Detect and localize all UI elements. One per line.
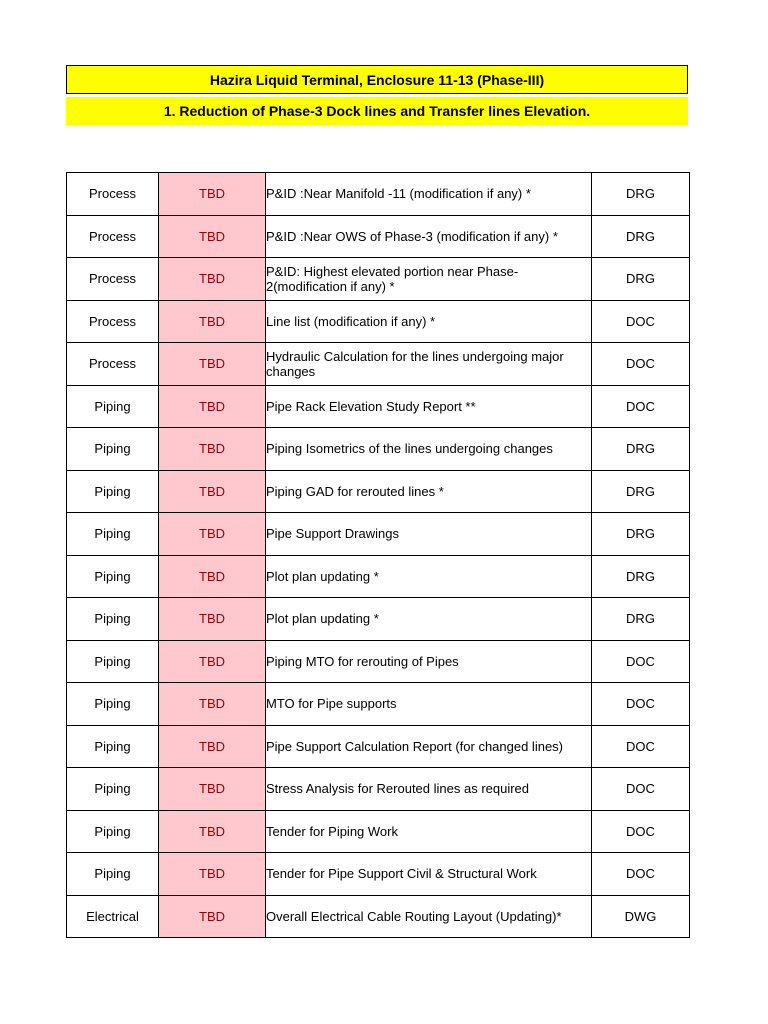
discipline-cell: Process — [67, 258, 159, 301]
document-type-cell: DRG — [592, 258, 690, 301]
table-row — [67, 173, 690, 216]
discipline-cell: Piping — [67, 810, 159, 853]
status-cell: TBD — [159, 640, 266, 683]
deliverables-table — [66, 172, 690, 938]
table-row — [67, 513, 690, 556]
table-row — [67, 215, 690, 258]
document-type-cell: DOC — [592, 725, 690, 768]
discipline-cell: Piping — [67, 428, 159, 471]
document-type-cell: DRG — [592, 470, 690, 513]
status-cell: TBD — [159, 343, 266, 386]
status-cell: TBD — [159, 895, 266, 938]
description-cell: Hydraulic Calculation for the lines undergoing major changes — [266, 343, 592, 386]
status-cell: TBD — [159, 173, 266, 216]
description-cell: Plot plan updating * — [266, 598, 592, 641]
discipline-cell: Piping — [67, 470, 159, 513]
section-heading-text: 1. Reduction of Phase-3 Dock lines and Transfer lines Elevation. — [163, 103, 591, 119]
status-cell: TBD — [159, 428, 266, 471]
table-row — [67, 810, 690, 853]
table-row — [67, 853, 690, 896]
table-row — [67, 258, 690, 301]
table-row — [67, 725, 690, 768]
discipline-cell: Piping — [67, 768, 159, 811]
document-type-cell: DOC — [592, 683, 690, 726]
table-row — [67, 343, 690, 386]
document-type-cell: DRG — [592, 513, 690, 556]
document-type-cell: DOC — [592, 810, 690, 853]
description-cell: P&ID :Near Manifold -11 (modification if any) * — [266, 173, 592, 216]
status-cell: TBD — [159, 768, 266, 811]
table-row — [67, 428, 690, 471]
document-type-cell: DRG — [592, 428, 690, 471]
status-cell: TBD — [159, 300, 266, 343]
description-cell: Piping MTO for rerouting of Pipes — [266, 640, 592, 683]
description-cell: P&ID :Near OWS of Phase-3 (modification if any) * — [266, 215, 592, 258]
discipline-cell: Piping — [67, 513, 159, 556]
description-cell: Piping Isometrics of the lines undergoing changes — [266, 428, 592, 471]
status-cell: TBD — [159, 215, 266, 258]
document-type-cell: DOC — [592, 300, 690, 343]
status-cell: TBD — [159, 258, 266, 301]
table-row — [67, 300, 690, 343]
discipline-cell: Process — [67, 215, 159, 258]
description-cell: Line list (modification if any) * — [266, 300, 592, 343]
discipline-cell: Piping — [67, 555, 159, 598]
document-title-text: Hazira Liquid Terminal, Enclosure 11-13 (Phase-III) — [209, 71, 545, 88]
table-row — [67, 640, 690, 683]
discipline-cell: Piping — [67, 598, 159, 641]
status-cell: TBD — [159, 810, 266, 853]
discipline-cell: Electrical — [67, 895, 159, 938]
table-row — [67, 895, 690, 938]
table-row — [67, 683, 690, 726]
status-cell: TBD — [159, 683, 266, 726]
description-cell: Plot plan updating * — [266, 555, 592, 598]
table-row — [67, 385, 690, 428]
status-cell: TBD — [159, 470, 266, 513]
description-cell: Tender for Piping Work — [266, 810, 592, 853]
section-heading — [66, 97, 688, 125]
document-type-cell: DOC — [592, 768, 690, 811]
table-row — [67, 598, 690, 641]
discipline-cell: Process — [67, 300, 159, 343]
document-type-cell: DRG — [592, 598, 690, 641]
discipline-cell: Piping — [67, 853, 159, 896]
status-cell: TBD — [159, 598, 266, 641]
document-type-cell: DRG — [592, 555, 690, 598]
description-cell: Overall Electrical Cable Routing Layout (Updating)* — [266, 895, 592, 938]
status-cell: TBD — [159, 853, 266, 896]
discipline-cell: Process — [67, 343, 159, 386]
status-cell: TBD — [159, 385, 266, 428]
document-title — [66, 65, 688, 94]
document-type-cell: DRG — [592, 173, 690, 216]
table-row — [67, 470, 690, 513]
discipline-cell: Process — [67, 173, 159, 216]
description-cell: Pipe Support Calculation Report (for changed lines) — [266, 725, 592, 768]
description-cell: Piping GAD for rerouted lines * — [266, 470, 592, 513]
document-type-cell: DOC — [592, 343, 690, 386]
status-cell: TBD — [159, 725, 266, 768]
table-row — [67, 555, 690, 598]
document-type-cell: DWG — [592, 895, 690, 938]
document-type-cell: DOC — [592, 385, 690, 428]
description-cell: Stress Analysis for Rerouted lines as required — [266, 768, 592, 811]
status-cell: TBD — [159, 513, 266, 556]
description-cell: P&ID: Highest elevated portion near Phase-2(modification if any) * — [266, 258, 592, 301]
discipline-cell: Piping — [67, 725, 159, 768]
description-cell: Pipe Support Drawings — [266, 513, 592, 556]
description-cell: Tender for Pipe Support Civil & Structural Work — [266, 853, 592, 896]
deliverables-table-body — [67, 173, 690, 938]
document-type-cell: DRG — [592, 215, 690, 258]
discipline-cell: Piping — [67, 683, 159, 726]
status-cell: TBD — [159, 555, 266, 598]
description-cell: Pipe Rack Elevation Study Report ** — [266, 385, 592, 428]
document-type-cell: DOC — [592, 640, 690, 683]
discipline-cell: Piping — [67, 640, 159, 683]
document-type-cell: DOC — [592, 853, 690, 896]
table-row — [67, 768, 690, 811]
description-cell: MTO for Pipe supports — [266, 683, 592, 726]
discipline-cell: Piping — [67, 385, 159, 428]
